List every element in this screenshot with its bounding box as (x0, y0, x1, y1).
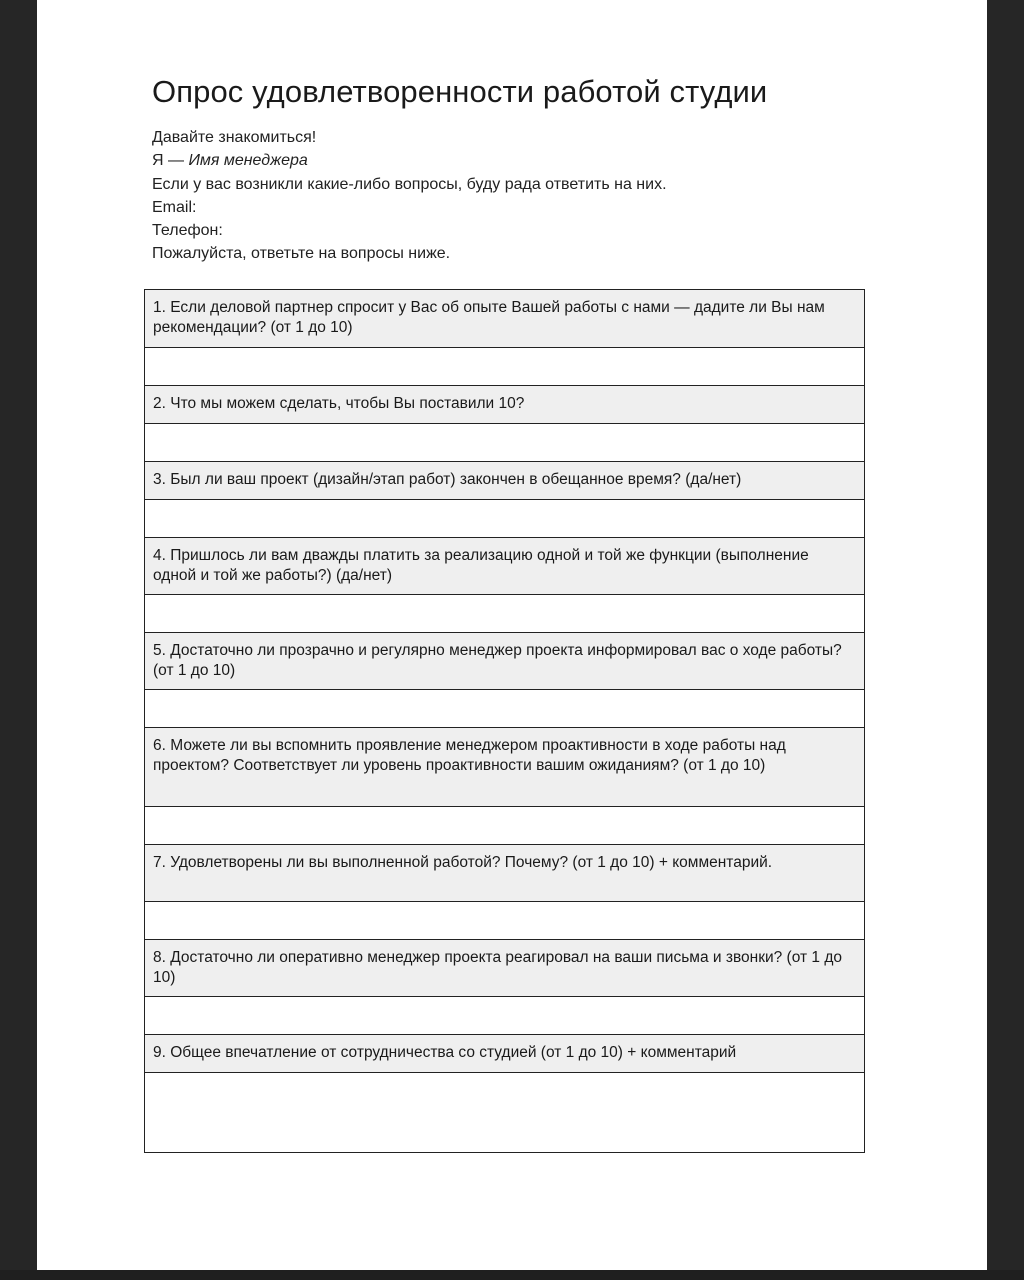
viewer-background-right (987, 0, 1024, 1280)
question-row-7: 7. Удовлетворены ли вы выполненной работой? Почему? (от 1 до 10) + комментарий. (145, 845, 864, 902)
intro-instruction: Пожалуйста, ответьте на вопросы ниже. (152, 245, 451, 263)
answer-field-1[interactable] (145, 348, 864, 386)
answer-field-3[interactable] (145, 500, 864, 538)
answer-field-6[interactable] (145, 807, 864, 845)
manager-name: Имя менеджера (188, 152, 308, 170)
question-row-8: 8. Достаточно ли оперативно менеджер проекта реагировал на ваши письма и звонки? (от 1 до 10) (145, 940, 864, 997)
viewer-background-bottom (0, 1270, 1024, 1280)
viewer-background-left (0, 0, 37, 1280)
phone-label: Телефон: (152, 222, 223, 240)
question-row-1: 1. Если деловой партнер спросит у Вас об опыте Вашей работы с нами — дадите ли Вы нам рекомендации? (от 1 до 10) (145, 290, 864, 348)
answer-field-2[interactable] (145, 424, 864, 462)
document-title: Опрос удовлетворенности работой студии (152, 74, 768, 109)
intro-manager-line (152, 149, 912, 172)
document-page (37, 0, 987, 1270)
answer-field-7[interactable] (145, 902, 864, 940)
question-row-2: 2. Что мы можем сделать, чтобы Вы поставили 10? (145, 386, 864, 424)
intro-greeting: Давайте знакомиться! (152, 129, 317, 146)
intro-questions-note: Если у вас возникли какие-либо вопросы, буду рада ответить на них. (152, 175, 667, 193)
question-row-3: 3. Был ли ваш проект (дизайн/этап работ) закончен в обещанное время? (да/нет) (145, 462, 864, 500)
email-label: Email: (152, 198, 197, 216)
intro-block (152, 126, 912, 266)
answer-field-9[interactable] (145, 1073, 864, 1153)
question-row-6: 6. Можете ли вы вспомнить проявление менеджером проактивности в ходе работы над проектом? Соответствует ли уровень проактивности вашим ожиданиям? (от 1 до 10) (145, 728, 864, 807)
answer-field-8[interactable] (145, 997, 864, 1035)
question-row-4: 4. Пришлось ли вам дважды платить за реализацию одной и той же функции (выполнение одной и той же работы?) (да/нет) (145, 538, 864, 595)
answer-field-4[interactable] (145, 595, 864, 633)
answer-field-5[interactable] (145, 690, 864, 728)
questions-table (144, 289, 865, 1153)
manager-prefix: Я — (152, 152, 189, 170)
question-row-5: 5. Достаточно ли прозрачно и регулярно менеджер проекта информировал вас о ходе работы? (от 1 до 10) (145, 633, 864, 690)
question-row-9: 9. Общее впечатление от сотрудничества со студией (от 1 до 10) + комментарий (145, 1035, 864, 1073)
